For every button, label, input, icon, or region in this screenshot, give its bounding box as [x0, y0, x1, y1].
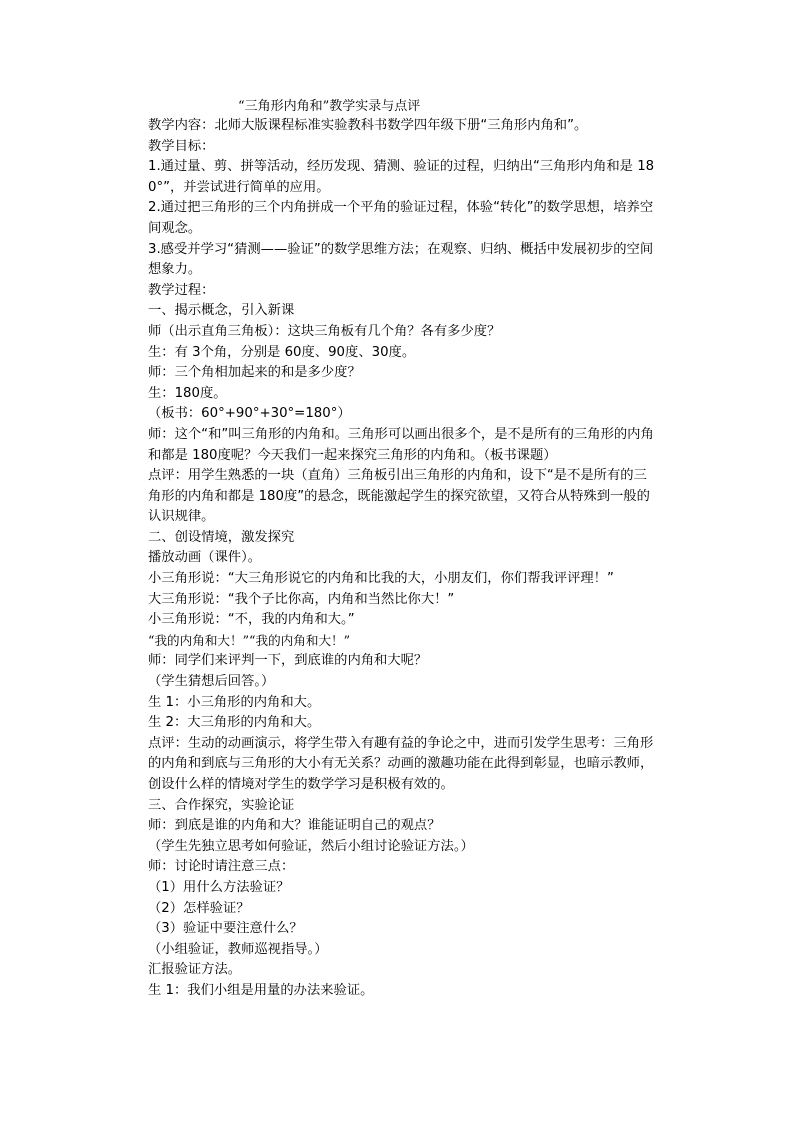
- dialog-line: 汇报验证方法。: [148, 962, 242, 978]
- dialog-line: （学生猜想后回答。）: [148, 674, 275, 690]
- section-heading-2: 二、创设情境，激发探究: [148, 529, 295, 545]
- document-title: “三角形内角和”教学实录与点评: [238, 99, 421, 114]
- dialog-line: 师：同学们来评判一下，到底谁的内角和大呢？: [148, 653, 428, 669]
- list-item: （3）验证中要注意什么？: [148, 921, 303, 937]
- goals-heading: 教学目标：: [148, 138, 215, 154]
- dialog-line: 师：三个角相加起来的和是多少度？: [148, 365, 361, 381]
- dialog-line: 生 1：小三角形的内角和大。: [148, 694, 321, 710]
- process-heading: 教学过程：: [148, 282, 215, 298]
- commentary: 点评：生动的动画演示，将学生带入有趣有益的争论之中，进而引发学生思考：三角形的内角和到底与三角形的大小有无关系？动画的激趣功能在此得到彰显，也暗示教师，创设什么样的情境对学生的数学学习是积极有效的。: [148, 735, 654, 792]
- dialog-line: “我的内角和大！”“我的内角和大！”: [148, 632, 351, 648]
- dialog-line: 师（出示直角三角板）：这块三角板有几个角？各有多少度？: [148, 323, 501, 339]
- dialog-line: 小三角形说：“大三角形说它的内角和比我的大，小朋友们，你们帮我评评理！”: [148, 571, 614, 587]
- dialog-line: 大三角形说：“我个子比你高，内角和当然比你大！”: [148, 591, 455, 607]
- section-heading-1: 一、揭示概念，引入新课: [148, 303, 295, 319]
- list-item: （2）怎样验证？: [148, 900, 250, 916]
- dialog-line: 生：有 3个角，分别是 60度、90度、30度。: [148, 344, 416, 360]
- dialog-line: 生 2：大三角形的内角和大。: [148, 715, 321, 731]
- content-line: 教学内容：北师大版课程标准实验教科书数学四年级下册“三角形内角和”。: [148, 118, 588, 133]
- document-body: [148, 116, 658, 1002]
- goal-3: 3.感受并学习“猜测——验证”的数学思维方法；在观察、归纳、概括中发展初步的空间想象力。: [148, 241, 654, 278]
- dialog-line: 师：这个“和”叫三角形的内角和。三角形可以画出很多个，是不是所有的三角形的内角和都是 180度呢？今天我们一起来探究三角形的内角和。（板书课题）: [148, 426, 654, 463]
- dialog-line: 生：180度。: [148, 385, 227, 401]
- dialog-line: 师：讨论时请注意三点：: [148, 859, 295, 875]
- goal-1: 1.通过量、剪、拼等活动，经历发现、猜测、验证的过程，归纳出“三角形内角和是 180°”，并尝试进行简单的应用。: [148, 159, 655, 195]
- commentary: 点评：用学生熟悉的一块（直角）三角板引出三角形的内角和，设下“是不是所有的三角形的内角和都是 180度”的悬念，既能激起学生的探究欲望，又符合从特殊到一般的认识规律。: [148, 468, 650, 525]
- dialog-line: （学生先独立思考如何验证，然后小组讨论验证方法。）: [148, 838, 474, 854]
- board-note: （板书：60°+90°+30°=180°）: [148, 406, 351, 422]
- list-item: （1）用什么方法验证？: [148, 879, 290, 895]
- section-heading-3: 三、合作探究，实验论证: [148, 797, 295, 813]
- dialog-line: 播放动画（课件）。: [148, 550, 262, 566]
- dialog-line: （小组验证，教师巡视指导。）: [148, 941, 328, 957]
- dialog-line: 小三角形说：“不，我的内角和大。”: [148, 612, 355, 628]
- dialog-line: 生 1：我们小组是用量的办法来验证。: [148, 982, 374, 998]
- goal-2: 2.通过把三角形的三个内角拼成一个平角的验证过程，体验“转化”的数学思想，培养空间观念。: [148, 200, 654, 236]
- dialog-line: 师：到底是谁的内角和大？谁能证明自己的观点？: [148, 818, 441, 834]
